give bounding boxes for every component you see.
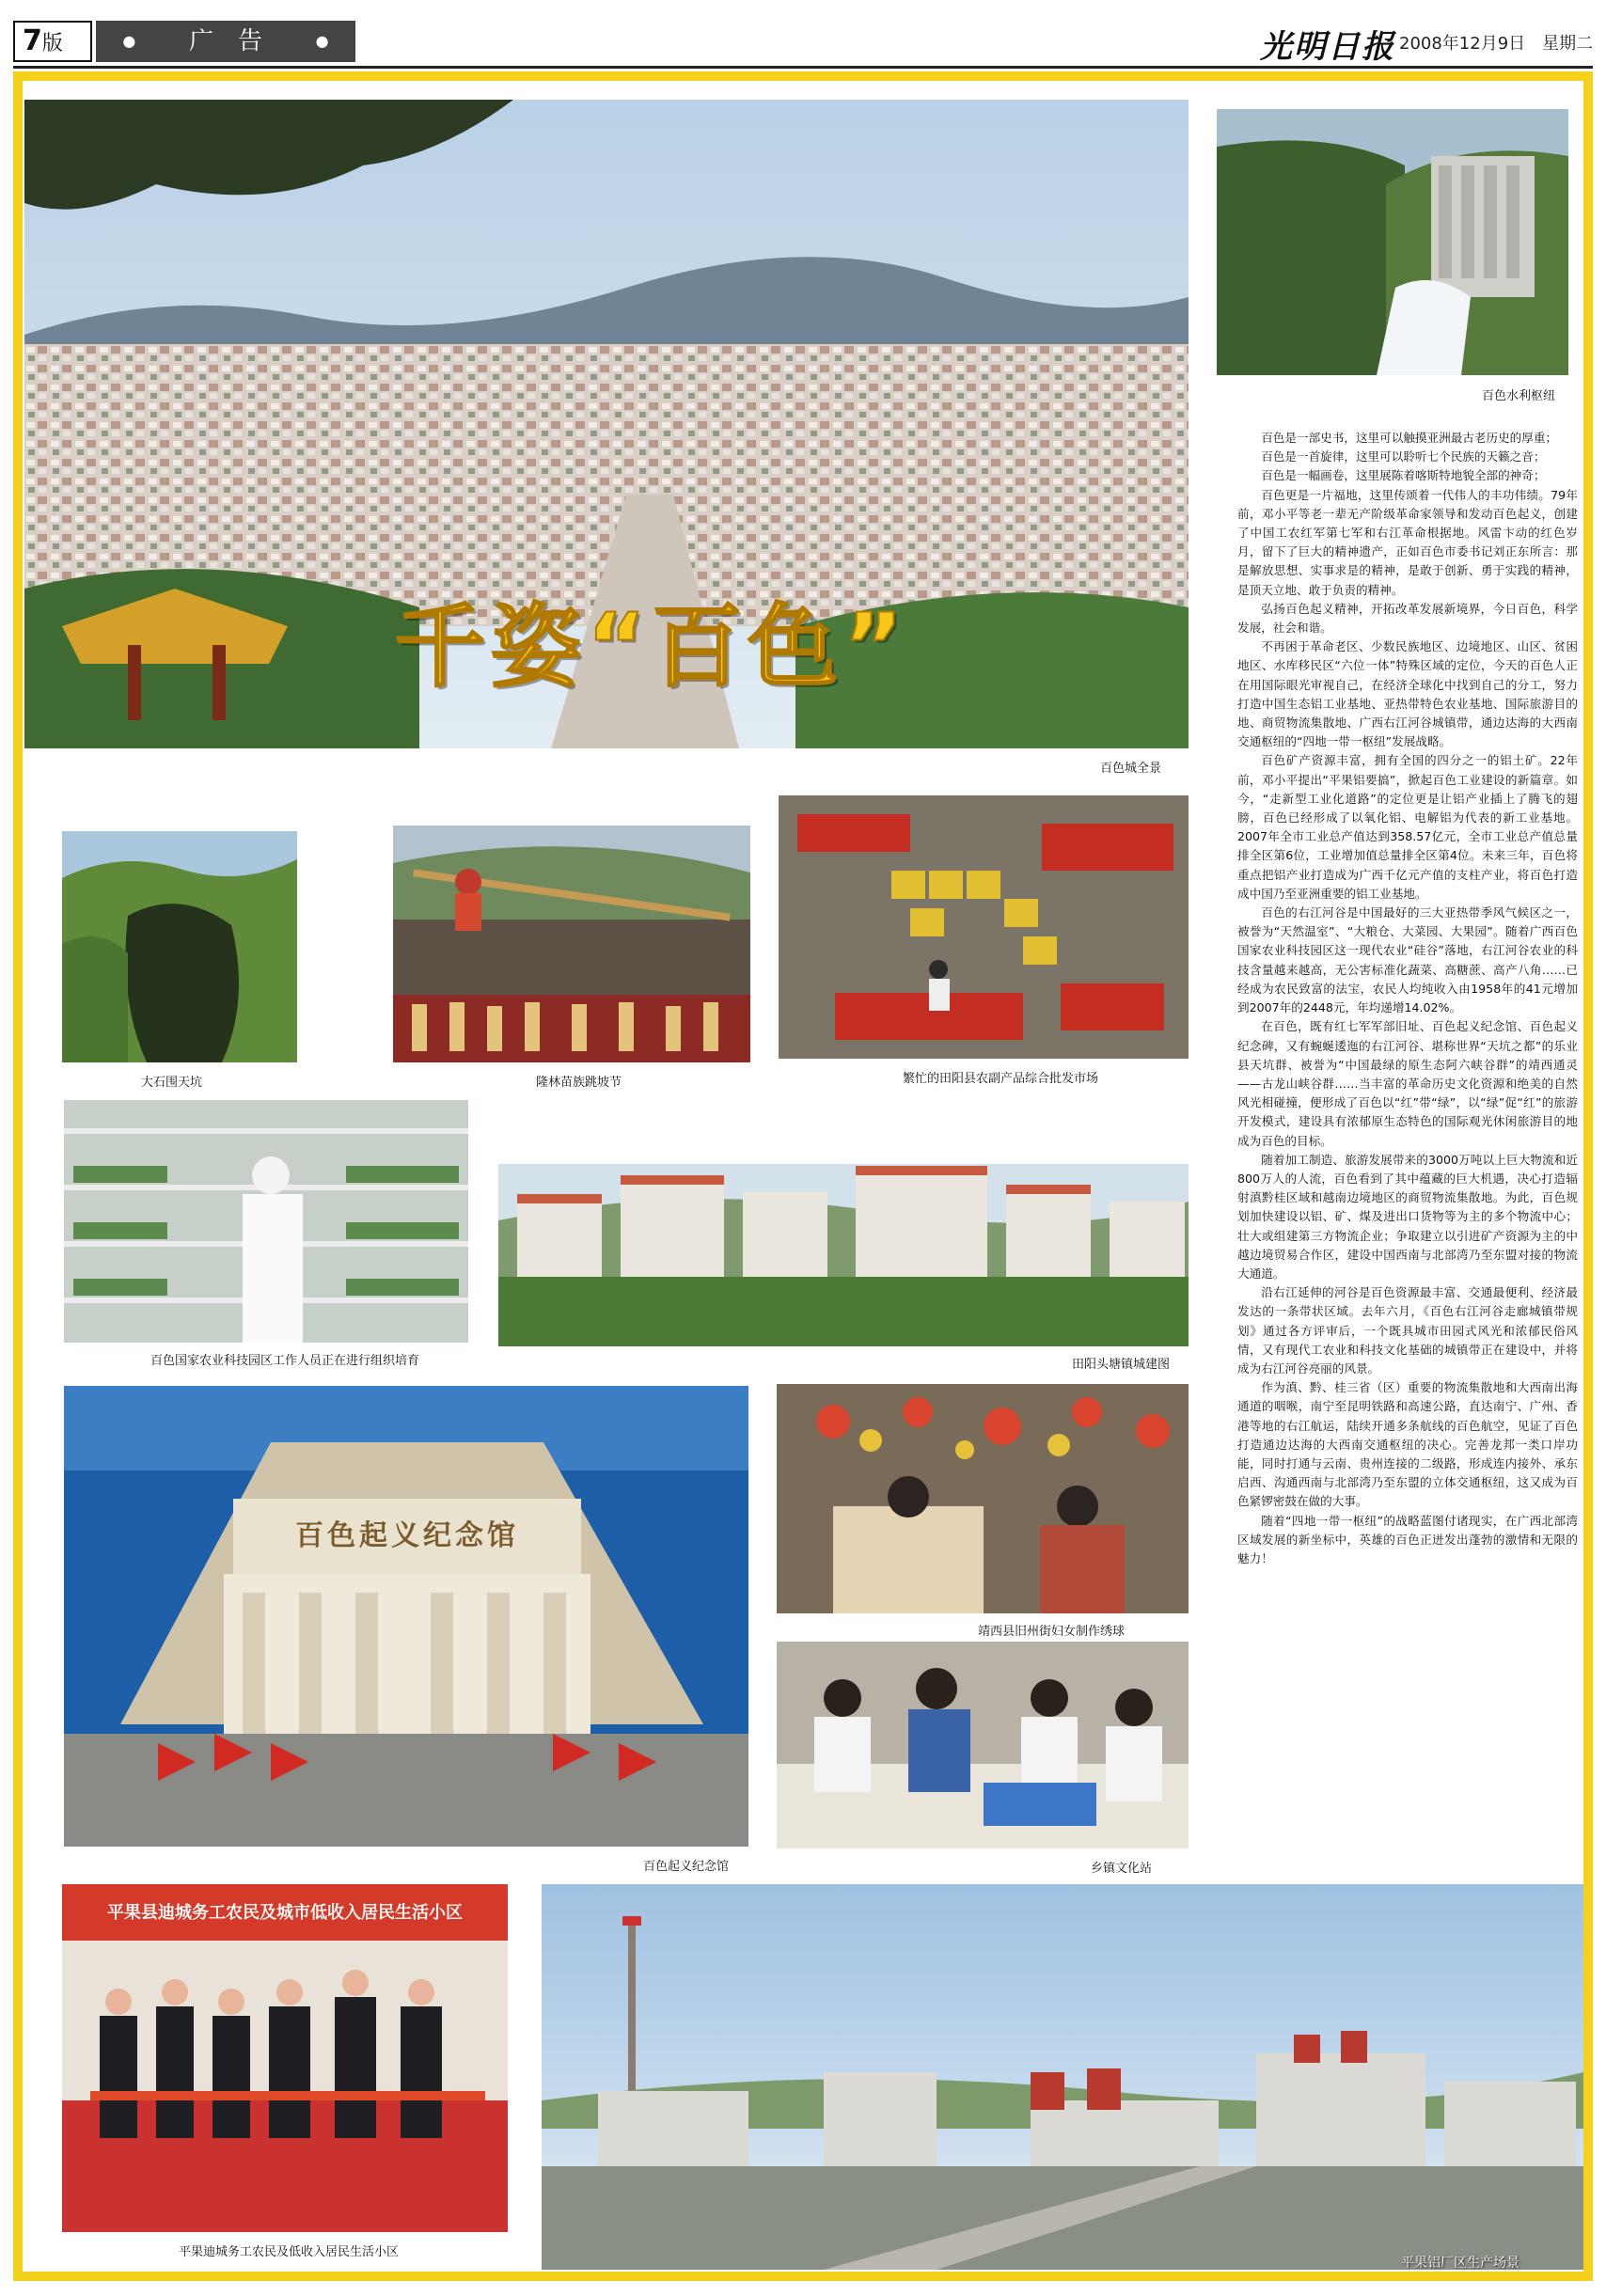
community-caption: 平果迪城务工农民及低收入居民生活小区 bbox=[179, 2245, 400, 2259]
memorial-caption: 百色起义纪念馆 bbox=[643, 1860, 730, 1874]
agri-lab-caption: 百色国家农业科技园区工作人员正在进行组织培育 bbox=[150, 1354, 420, 1368]
tianyang-town-photo bbox=[498, 1164, 1189, 1346]
article-paragraph: 百色是一部史书，这里可以触摸亚洲最古老历史的厚重； bbox=[1261, 431, 1558, 445]
page-number-value: 7 bbox=[23, 24, 42, 57]
culture-station-caption: 乡镇文化站 bbox=[1091, 1862, 1153, 1876]
tiankeng-photo bbox=[62, 831, 297, 1062]
article-paragraph: 百色是一首旋律，这里可以聆听七个民族的天籁之音； bbox=[1261, 449, 1546, 464]
hydro-caption: 百色水利枢纽 bbox=[1482, 389, 1556, 403]
article-paragraph: 沿右江延伸的河谷是百色资源最丰富、交通最便利、经济最发达的一条带状区域。去年六月，《百色右江河谷走廊城镇带规划》通过各方评审后，一个既具城市田园式风光和浓郁民俗风情，又有现代工农业和科技文化基础的城镇带正在建设中，并将成为右江河谷亮丽的风景。 bbox=[1237, 1285, 1578, 1376]
festival-photo bbox=[393, 826, 750, 1062]
embroidery-caption: 靖西县旧州街妇女制作绣球 bbox=[978, 1625, 1126, 1639]
article-paragraph: 随着加工制造、旅游发展带来的3000万吨以上巨大物流和近800万人的人流，百色看到了其中蕴藏的巨大机遇，决心打造辐射滇黔桂区域和越南边境地区的商贸物流集散地。为此，百色规划加快建设以铝、矿、煤及进出口货物等为主的多个物流中心；壮大或组建第三方物流企业；争取建立以引进矿产资源为主的中越边境贸易合作区，建设中国西南与北部湾乃至东盟对接的物流大通道。 bbox=[1237, 1152, 1578, 1281]
article-paragraph: 作为滇、黔、桂三省（区）重要的物流集散地和大西南出海通道的咽喉，南宁至昆明铁路和高速公路，直达南宁、广州、香港等地的右江航运，陆续开通多条航线的百色航空，见证了百色打造通边达海的大西南交通枢纽的决心。完善龙邦一类口岸功能，同时打通与云南、贵州连接的二级路，形成连内接外、承东启西、沟通西南与北部湾乃至东盟的立体交通枢纽，这又成为百色紧锣密鼓在做的大事。 bbox=[1237, 1380, 1578, 1509]
culture-station-photo bbox=[777, 1642, 1189, 1848]
market-caption: 繁忙的田阳县农副产品综合批发市场 bbox=[903, 1072, 1099, 1086]
page-number bbox=[13, 21, 92, 62]
hero-caption: 百色城全景 bbox=[1100, 762, 1162, 776]
aluminum-plant-photo bbox=[542, 1884, 1583, 2270]
article-body bbox=[1237, 429, 1578, 1568]
hydro-dam-photo bbox=[1217, 109, 1568, 375]
article-paragraph: 百色的右江河谷是中国最好的三大亚热带季风气候区之一，被誉为“天然温室”、“大粮仓、大菜园、大果园”。随着广西百色国家农业科技园区这一现代农业“硅谷”落地，右江河谷农业的科技含量越来越高，无公害标准化蔬菜、高糖蔗、高产八角……已经成为农民致富的法宝，农民人均纯收入由1958年的41元增加到2007年的2448元，年均递增14.02%。 bbox=[1237, 905, 1578, 1015]
article-paragraph: 百色是一幅画卷，这里展陈着喀斯特地貌全部的神奇； bbox=[1261, 468, 1546, 483]
community-ceremony-photo bbox=[62, 1884, 508, 2232]
article-paragraph: 弘扬百色起义精神，开拓改革发展新境界，今日百色，科学发展，社会和谐。 bbox=[1237, 601, 1578, 636]
community-banner-text: 平果县迪城务工农民及城市低收入居民生活小区 bbox=[107, 1903, 463, 1923]
article-paragraph: 百色更是一片福地，这里传颂着一代伟人的丰功伟绩。79年前，邓小平等老一辈无产阶级革命家领导和发动百色起义，创建了中国工农红军第七军和右江革命根据地。风雷卞动的红色岁月，留下了巨大的精神遗产，正如百色市委书记刘正东所言：那是解放思想、实事求是的精神，是敢于创新、勇于实践的精神，是顶天立地、敢于负责的精神。 bbox=[1237, 487, 1578, 597]
article-paragraph: 随着“四地一带一枢纽”的战略蓝图付诸现实，在广西北部湾区域发展的新坐标中，英雄的百色正迸发出蓬勃的激情和无限的魅力！ bbox=[1237, 1513, 1578, 1565]
tiankeng-caption: 大石围天坑 bbox=[141, 1076, 203, 1090]
article-paragraph: 百色矿产资源丰富，拥有全国的四分之一的铝土矿。22年前，邓小平提出“平果铝要搞”，掀起百色工业建设的新篇章。如今，“走新型工业化道路”的定位更是让铝产业插上了腾飞的翅膀，百色已经形成了以氧化铝、电解铝为代表的新工业基地。2007年全市工业总产值达到358.57亿元，全市工业总产值总量排全区第6位，工业增加值总量排全区第4位。未来三年，百色将重点把铝产业打造成为广西千亿元产值的支柱产业，将百色打造成中国乃至亚洲重要的铝工业基地。 bbox=[1237, 753, 1578, 901]
tianyang-town-caption: 田阳头塘镇城建图 bbox=[1072, 1358, 1171, 1372]
agri-lab-photo bbox=[64, 1100, 468, 1343]
embroidery-photo bbox=[777, 1384, 1189, 1613]
festival-caption: 隆林苗族跳坡节 bbox=[536, 1076, 622, 1090]
article-paragraph: 不再困于革命老区、少数民族地区、边境地区、山区、贫困地区、水库移民区“六位一体”特殊区域的定位，今天的百色人正在用国际眼光审视自己，在经济全球化中找到自己的分工，努力打造中国生态铝工业基地、亚热带特色农业基地、国际旅游目的地、商贸物流集散地、广西右江河谷城镇带，通边达海的大西南交通枢纽的“四地一带一枢纽”发展战略。 bbox=[1237, 639, 1578, 749]
publication-date: 2008年12月9日 星期二 bbox=[1399, 34, 1594, 54]
section-label: 广 告 bbox=[188, 27, 262, 55]
page-number-suffix: 版 bbox=[41, 32, 63, 55]
newspaper-masthead: 光明日报 bbox=[1260, 28, 1395, 66]
header-divider bbox=[13, 66, 1593, 69]
section-label-bar bbox=[96, 21, 355, 62]
hero-title: 千姿“百色” bbox=[395, 594, 909, 700]
memorial-sign-text: 百色起义纪念馆 bbox=[295, 1519, 519, 1552]
bullet-dot-icon: ● bbox=[315, 32, 329, 50]
bullet-dot-icon: ● bbox=[122, 32, 136, 50]
market-photo bbox=[779, 795, 1189, 1059]
aluminum-plant-caption: 平果铝厂区生产场景 bbox=[1401, 2256, 1519, 2271]
memorial-photo bbox=[64, 1386, 748, 1847]
article-paragraph: 在百色，既有红七军军部旧址、百色起义纪念馆、百色起义纪念碑，又有蜿蜒逶迤的右江河谷、堪称世界“天坑之都”的乐业县天坑群、被誉为“中国最绿的原生态阿六峡谷群”的靖西通灵——古龙山峡谷群……当丰富的革命历史文化资源和绝美的自然风光相碰撞，便形成了百色以“红”带“绿”，以“绿”促“红”的旅游开发模式，建设具有浓郁原生态特色的国际观光休闲旅游目的地成为百色的目标。 bbox=[1237, 1019, 1578, 1148]
